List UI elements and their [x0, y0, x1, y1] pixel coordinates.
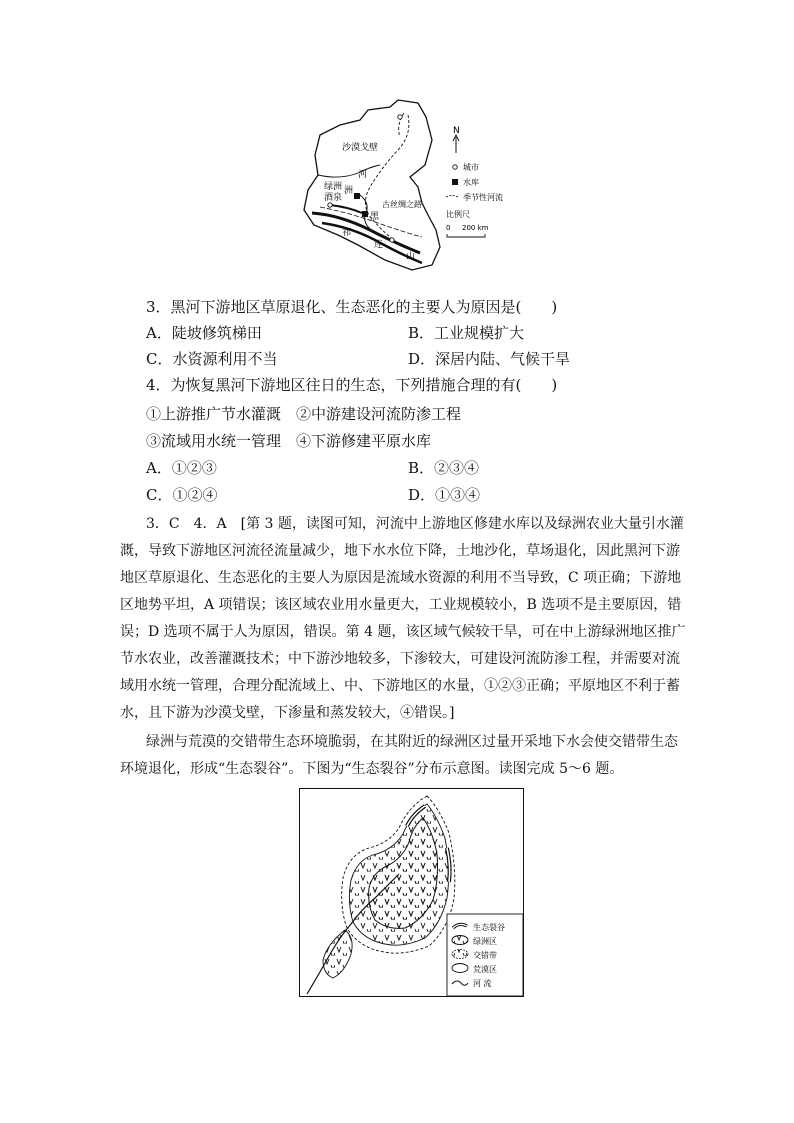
city-marker — [390, 238, 394, 242]
legend-oasis-label: 绿洲区 — [473, 937, 497, 946]
scale-bar — [447, 234, 485, 237]
label-lian: 连 — [374, 240, 384, 250]
city-marker — [328, 203, 332, 207]
legend-scale-value: 200 km — [462, 224, 489, 232]
answer-line: 水，且下游为沙漠戈壁，下渗量和蒸发较大，④错误。] — [120, 705, 455, 721]
legend-river-label: 河 流 — [473, 979, 492, 988]
desert-boundary — [318, 165, 380, 177]
question-4-item-line-2: ③流域用水统一管理 ④下游修建平原水库 — [146, 432, 432, 450]
question-4-item-line-1: ①上游推广节水灌溉 ②中游建设河流防渗工程 — [146, 405, 462, 423]
intro-line-2: 环境退化，形成“生态裂谷”。下图为“生态裂谷”分布示意图。读图完成 5～6 题。 — [120, 761, 624, 777]
answer-line: 节水农业，改善灌溉技术；中下游沙地较多，下渗较大，可建设河流防渗工程，并需要对流 — [120, 651, 680, 667]
option-3a[interactable]: A．陡坡修筑梯田 — [146, 324, 262, 342]
legend-river-label: 季节性河流 — [463, 193, 503, 202]
intro-line-1: 绿洲与荒漠的交错带生态环境脆弱，在其附近的绿洲区过量开采地下水会使交错带生态 — [146, 734, 678, 750]
mountain-band-1 — [312, 213, 420, 253]
answer-line: 溉，导致下游地区河流径流量减少，地下水水位下降，土地沙化，草场退化，因此黑河下游 — [120, 543, 680, 559]
label-shan: 山 — [406, 252, 416, 262]
legend-oasis-icon — [452, 936, 468, 945]
legend-reservoir-label: 水库 — [463, 178, 479, 187]
question-3-stem: 3．黑河下游地区草原退化、生态恶化的主要人为原因是( ) — [146, 298, 558, 316]
label-hei: 黑 — [370, 212, 380, 222]
label-oasis-city: 酒泉 — [324, 193, 343, 203]
legend-desert-label: 荒漠区 — [473, 965, 497, 974]
option-4a[interactable]: A．①②③ — [146, 459, 217, 477]
river-main — [365, 115, 408, 245]
option-4d[interactable]: D．①③④ — [408, 486, 481, 504]
answer-explanation — [0, 512, 794, 721]
ecological-rift-map — [299, 788, 525, 998]
label-zhou: 洲 — [344, 186, 354, 196]
answer-line: 3．C 4．A [第 3 题，读图可知，河流中上游地区修建水库以及绿洲农业大量引水灌 — [146, 516, 684, 532]
legend-rift-label: 生态裂谷 — [473, 923, 505, 932]
mountain-band-3 — [330, 205, 362, 213]
heihe-basin-map — [300, 95, 530, 275]
reservoir-marker — [362, 211, 368, 217]
answer-line: 域用水统一管理，合理分配流域上、中、下游地区的水量，①②③正确；平原地区不利于蓄 — [120, 678, 680, 694]
answer-line: 地区草原退化、生态恶化的主要人为原因是流域水资源的利用不当导致，C 项正确；下游地 — [120, 570, 682, 586]
option-3d[interactable]: D．深居内陆、气候干旱 — [408, 350, 571, 368]
reservoir-marker — [354, 193, 360, 199]
answer-line: 区地势平坦，A 项错误；该区域农业用水量更大，工业规模较小，B 选项不是主要原因，错 — [120, 597, 682, 613]
option-3c[interactable]: C．水资源利用不当 — [146, 350, 278, 368]
label-silk-road: 古丝绸之路 — [382, 200, 422, 209]
option-4b[interactable]: B．②③④ — [408, 459, 480, 477]
legend-city-icon — [453, 165, 457, 169]
question-4-stem: 4．为恢复黑河下游地区往日的生态，下列措施合理的有( ) — [146, 376, 558, 394]
legend-reservoir-icon — [452, 179, 458, 185]
compass-label: N — [453, 126, 460, 136]
option-4c[interactable]: C．①②④ — [146, 486, 218, 504]
label-lvzhou: 绿洲 — [324, 182, 343, 192]
legend-river-icon — [446, 196, 458, 198]
city-marker — [398, 115, 402, 119]
legend-transition-label: 交错带 — [473, 951, 497, 960]
answer-line: 误；D 选项不属于人为原因，错误。第 4 题，该区域气候较干旱，可在中上游绿洲地区推广 — [120, 624, 686, 640]
legend-scale-title: 比例尺 — [446, 210, 470, 219]
legend-city-label: 城市 — [463, 163, 479, 172]
option-3b[interactable]: B．工业规模扩大 — [408, 324, 525, 342]
legend-desert-icon — [452, 964, 468, 973]
legend-transition-icon — [452, 950, 468, 959]
label-qi: 祁 — [342, 228, 352, 238]
legend-scale-zero: 0 — [446, 224, 451, 232]
label-he: 河 — [358, 170, 368, 180]
label-desert: 沙漠戈壁 — [342, 143, 379, 153]
